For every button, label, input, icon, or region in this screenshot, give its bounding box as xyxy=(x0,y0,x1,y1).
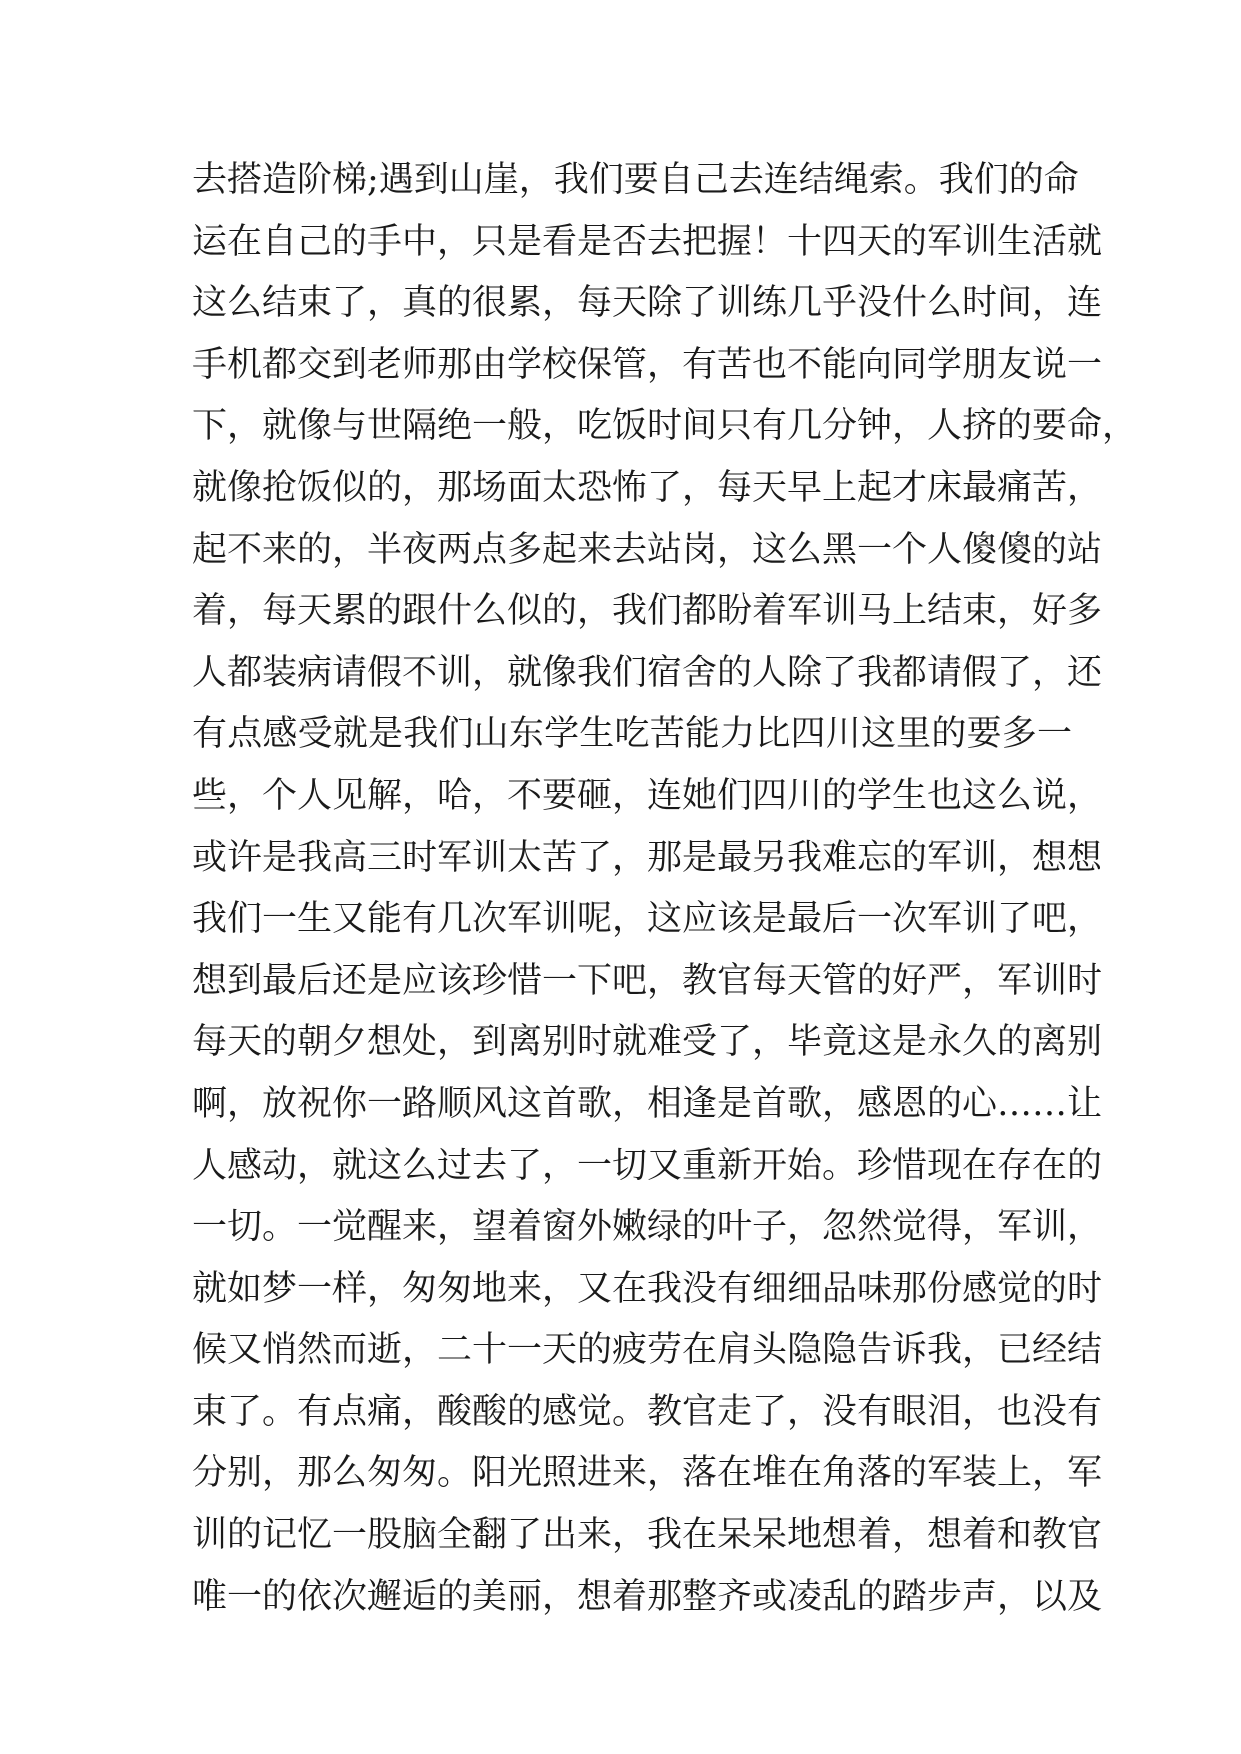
body-text xyxy=(192,150,1138,1628)
text-line: 或许是我高三时军训太苦了，那是最另我难忘的军训，想想 xyxy=(192,837,1103,878)
text-line: 人都装病请假不训，就像我们宿舍的人除了我都请假了，还 xyxy=(192,652,1103,693)
text-line: 候又悄然而逝，二十一天的疲劳在肩头隐隐告诉我，已经结 xyxy=(192,1330,1103,1371)
text-line: 分别，那么匆匆。阳光照进来，落在堆在角落的军装上，军 xyxy=(192,1453,1103,1494)
text-line: 我们一生又能有几次军训呢，这应该是最后一次军训了吧， xyxy=(192,899,1103,940)
text-line: 就如梦一样，匆匆地来，又在我没有细细品味那份感觉的时 xyxy=(192,1268,1103,1309)
text-line: 一切。一觉醒来，望着窗外嫩绿的叶子，忽然觉得，军训， xyxy=(192,1207,1103,1248)
text-line: 下，就像与世隔绝一般，吃饭时间只有几分钟，人挤的要命， xyxy=(192,406,1138,447)
text-line: 人感动，就这么过去了，一切又重新开始。珍惜现在存在的 xyxy=(192,1145,1103,1186)
text-line: 有点感受就是我们山东学生吃苦能力比四川这里的要多一 xyxy=(192,714,1072,755)
text-line: 束了。有点痛，酸酸的感觉。教官走了，没有眼泪，也没有 xyxy=(192,1391,1103,1432)
text-line: 每天的朝夕想处，到离别时就难受了，毕竟这是永久的离别 xyxy=(192,1022,1103,1063)
text-line: 就像抢饭似的，那场面太恐怖了，每天早上起才床最痛苦， xyxy=(192,467,1103,508)
text-line: 去搭造阶梯;遇到山崖，我们要自己去连结绳索。我们的命 xyxy=(192,160,1079,200)
text-line: 训的记忆一股脑全翻了出来，我在呆呆地想着，想着和教官 xyxy=(192,1515,1103,1556)
text-line: 些，个人见解，哈，不要砸，连她们四川的学生也这么说， xyxy=(192,775,1103,816)
text-line: 着，每天累的跟什么似的，我们都盼着军训马上结束，好多 xyxy=(192,591,1103,632)
text-line: 起不来的，半夜两点多起来去站岗，这么黑一个人傻傻的站 xyxy=(192,529,1103,570)
text-line: 手机都交到老师那由学校保管，有苦也不能向同学朋友说一 xyxy=(192,344,1103,385)
text-line: 运在自己的手中，只是看是否去把握！十四天的军训生活就 xyxy=(192,221,1103,262)
text-line: 想到最后还是应该珍惜一下吧，教官每天管的好严，军训时 xyxy=(192,960,1103,1001)
text-line: 唯一的依次邂逅的美丽，想着那整齐或凌乱的踏步声，以及 xyxy=(192,1576,1103,1617)
text-line: 啊，放祝你一路顺风这首歌，相逢是首歌，感恩的心……让 xyxy=(192,1083,1103,1124)
text-line: 这么结束了，真的很累，每天除了训练几乎没什么时间，连 xyxy=(192,283,1103,324)
